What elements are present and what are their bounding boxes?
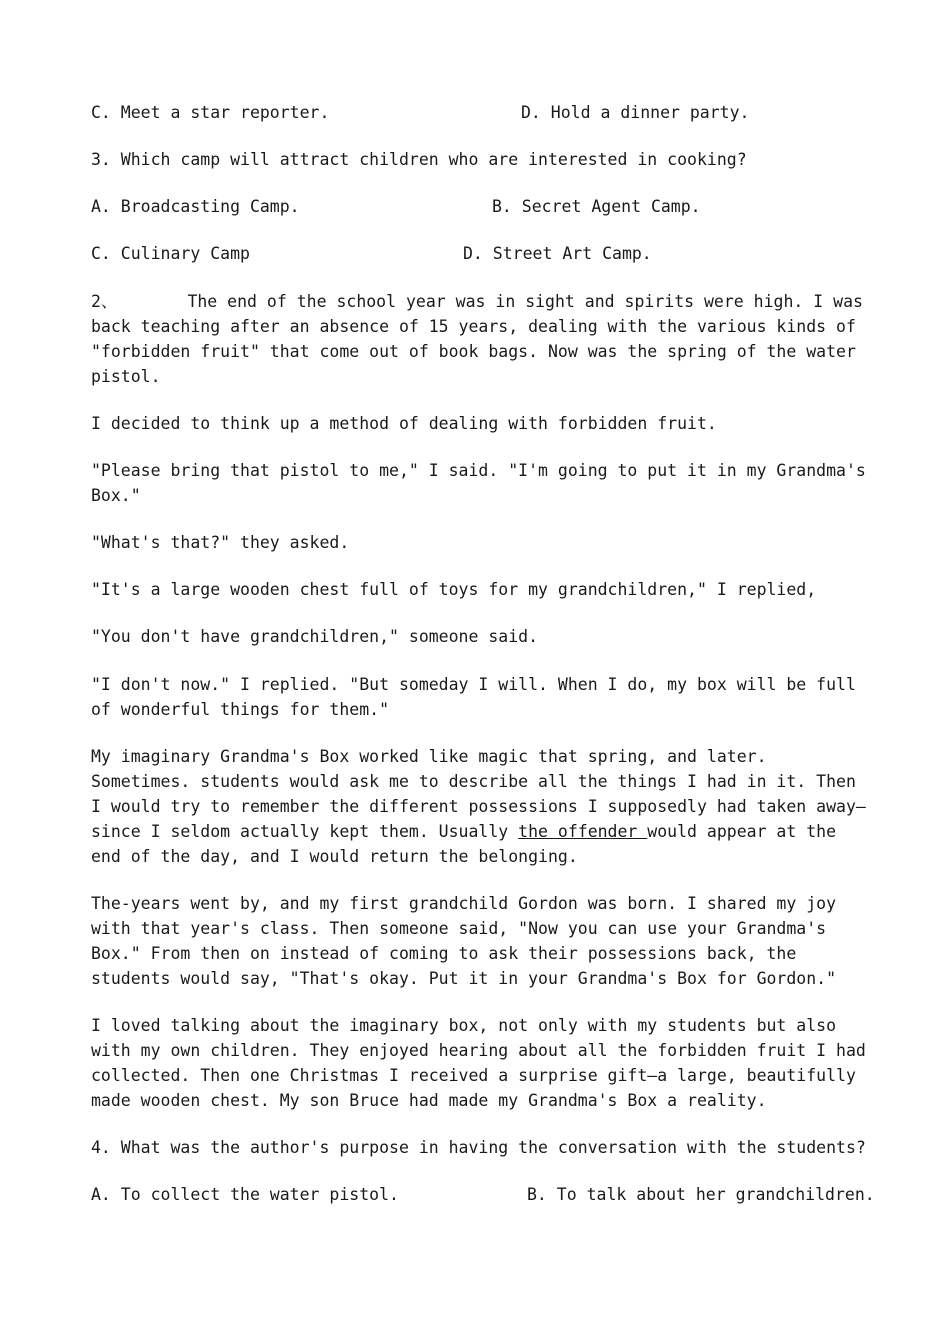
option-b-q3: B. Secret Agent Camp.: [492, 197, 701, 216]
paragraph-8-text-start: My imaginary Grandma's Box worked like magic that spring, and later. Sometimes. students would ask me to describe all the things I had in it. Then I would try to remember the different possessions I supposedly had taken away—since I seldom actually kept them. Usually: [91, 747, 866, 841]
passage-paragraph-2: I decided to think up a method of dealing with forbidden fruit.: [91, 414, 717, 433]
paragraph-8-text-end: would appear at the end of the day, and I would return the belonging.: [91, 822, 837, 866]
passage-paragraph-10: I loved talking about the imaginary box, not only with my students but also with my own children. They enjoyed hearing about all the forbidden fruit I had collected. Then one Christmas I received a surprise gift—a large, beautifully made wooden chest. My son Bruce had made my Grandma's Box a reality.: [91, 1016, 866, 1110]
passage-paragraph-9: The-years went by, and my first grandchild Gordon was born. I shared my joy with that year's class. Then someone said, "Now you can use your Grandma's Box." From then on instead of coming to ask their possessions back, the students would say, "That's okay. Put it in your Grandma's Box for Gordon.": [91, 894, 837, 988]
option-c-q3: C. Culinary Camp: [91, 244, 250, 263]
passage-paragraph-3: "Please bring that pistol to me," I said. "I'm going to put it in my Grandma's Box.": [91, 461, 866, 505]
option-a-q3: A. Broadcasting Camp.: [91, 197, 300, 216]
passage-paragraph-4: "What's that?" they asked.: [91, 533, 350, 552]
option-a-q4: A. To collect the water pistol.: [91, 1185, 399, 1204]
option-d-q2: D. Hold a dinner party.: [521, 103, 750, 122]
passage-paragraph-1: [91, 289, 866, 389]
option-c-q2: C. Meet a star reporter.: [91, 103, 330, 122]
passage-paragraph-8: [91, 744, 866, 869]
option-b-q4: B. To talk about her grandchildren.: [527, 1185, 875, 1204]
question-4: 4. What was the author's purpose in having the conversation with the students?: [91, 1138, 866, 1157]
passage-paragraph-7: "I don't now." I replied. "But someday I will. When I do, my box will be full of wonderful things for them.": [91, 675, 856, 719]
passage-paragraph-6: "You don't have grandchildren," someone said.: [91, 627, 539, 646]
underlined-phrase-offender: the offender: [518, 822, 648, 841]
paragraph-1-text: The end of the school year was in sight and spirits were high. I was back teaching after an absence of 15 years, dealing with the various kinds of "forbidden fruit" that come out of book bags. Now was the spring of the water pistol.: [91, 292, 863, 386]
question-3: 3. Which camp will attract children who are interested in cooking?: [91, 150, 747, 169]
passage-number: 2、: [91, 292, 118, 311]
option-d-q3: D. Street Art Camp.: [463, 244, 652, 263]
passage-paragraph-5: "It's a large wooden chest full of toys for my grandchildren," I replied,: [91, 580, 817, 599]
